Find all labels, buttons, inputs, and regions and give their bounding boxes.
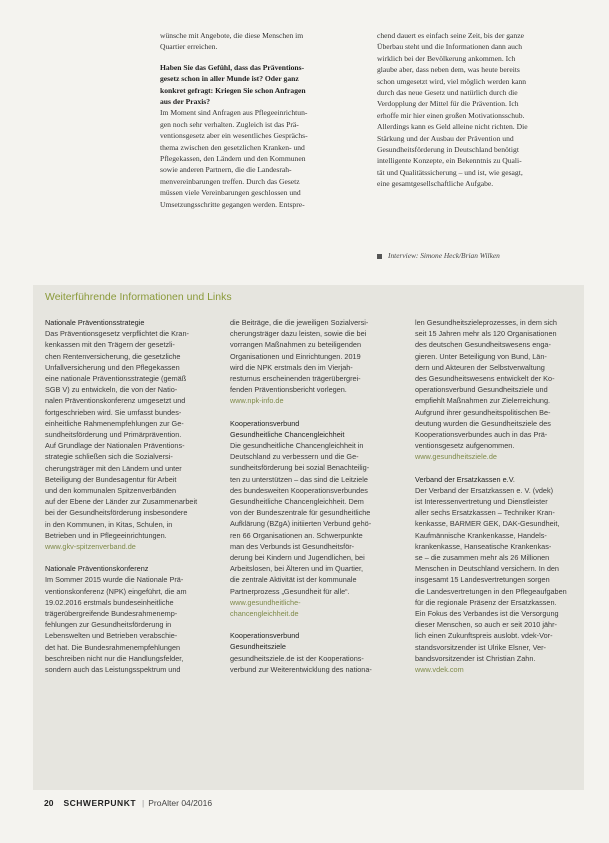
text-line: gesundheitsziele.de ist der Kooperations- [230, 653, 364, 663]
page-footer [44, 798, 212, 808]
info-column-1 [45, 317, 225, 675]
text-line: sundheitsförderung bei sozial Benachteilig- [230, 463, 370, 473]
text-line: kenkassen mit den Trägern der gesetzli- [45, 340, 175, 350]
text-line: und den kommunalen Spitzenverbänden [45, 486, 177, 496]
text-line: eine gesamtgesellschaftliche Aufgabe. [377, 179, 494, 189]
interview-question: konkret gefragt: Kriegen Sie schon Anfragen [160, 85, 306, 95]
text-line: des bundesweiten Kooperationsverbundes [230, 485, 368, 495]
text-line: auf der Ebene der Länder zur Zusammenarbeit [45, 497, 198, 507]
text-line: SGB V) zu entwickeln, die von der Natio- [45, 385, 178, 395]
text-line: empfiehlt Maßnahmen zur Zielerreichung. [415, 396, 551, 406]
magazine-issue: ProAlter 04/2016 [148, 798, 213, 808]
interview-column-right [377, 30, 582, 190]
text-line: derung bei Kindern und Jugendlichen, bei [230, 553, 365, 563]
text-line: ren 66 Organisationen an. Schwerpunkte [230, 530, 363, 540]
text-line: Aufgrund ihrer gesundheitspolitischen Be- [415, 407, 551, 417]
text-line: standsvorsitzender ist Ulrike Elsner, Ver- [415, 642, 546, 652]
text-line: Im Sommer 2015 wurde die Nationale Prä- [45, 575, 184, 585]
text-line: ist Interessenvertretung und Dienstleister [415, 497, 548, 507]
square-bullet-icon [377, 254, 382, 259]
text-line: menvereinbarungen treffen. Durch das Gesetz [160, 176, 300, 186]
interview-column-left [160, 30, 370, 210]
text-line: Stärkung und der Ausbau der Prävention und [377, 133, 514, 143]
text-line: Überbau steht und die Informationen dann auch [377, 42, 523, 52]
text-line: die Landesvertretungen in den Pflegeaufgaben [415, 586, 567, 596]
text-line: für die regionale Präsenz der Ersatzkassen. [415, 597, 557, 607]
text-line: einheitliche Rahmenempfehlungen zur Ge- [45, 418, 184, 428]
text-line: seit 15 Jahren mehr als 120 Organisationen [415, 329, 557, 339]
section-heading: Gesundheitsziele [230, 642, 286, 652]
interview-credit [377, 251, 500, 260]
text-line: dieser Menschen, so auch er seit 2010 jähr- [415, 620, 557, 630]
page-number: 20 [44, 798, 54, 808]
text-line: intelligente Konzepte, ein Bekenntnis zu Quali- [377, 156, 522, 166]
text-line: aller sechs Ersatzkassen – Techniker Kran- [415, 508, 555, 518]
text-line: Ein Fokus des Verbandes ist die Versorgung [415, 609, 559, 619]
text-line: cherungsträger mit den Ländern und unter [45, 463, 182, 473]
text-line: chend dauert es einfach seine Zeit, bis der ganze [377, 31, 524, 40]
text-line: Quartier erreichen. [160, 42, 218, 52]
text-line: eine nationale Präventionsstrategie (gemäß [45, 374, 187, 384]
text-line: Umsetzungsschritte gegangen werden. Entspre- [160, 199, 305, 209]
text-line: strategie schließen sich die Sozialversi- [45, 452, 173, 462]
text-line: resturnus erscheinenden trägerübergrei- [230, 374, 361, 384]
text-line: Beteiligung der Bundesagentur für Arbeit [45, 474, 177, 484]
section-heading: Verband der Ersatzkassen e.V. [415, 474, 515, 484]
text-line: nalen Präventionskonferenz umgesetzt und [45, 396, 186, 406]
text-line: Lebenswelten und Betrieben verabschie- [45, 631, 178, 641]
text-line: beschreiben nicht nur die Handlungsfelder, [45, 653, 184, 663]
text-line: 19.02.2016 erstmals bundeseinheitliche [45, 597, 174, 607]
text-line: deutung wurden die Gesundheitsziele des [415, 418, 551, 428]
section-heading: Nationale Präventionsstrategie [45, 318, 145, 327]
text-line: operationsverbund Gesundheitsziele und [415, 385, 548, 395]
text-line: Gesundheitliche Chancengleichheit. Dem [230, 497, 364, 507]
info-column-3 [415, 317, 583, 675]
text-line: wünsche mit Angebote, die diese Menschen im [160, 31, 304, 40]
text-line: krankenkasse, Hanseatische Krankenkas- [415, 541, 552, 551]
text-line: wird die NPK erstmals den im Vierjah- [230, 362, 353, 372]
credit-text: Interview: Simone Heck/Brian Wilken [388, 251, 500, 260]
text-line: müssen viele Vereinbarungen geschlossen und [160, 188, 301, 198]
text-line: gieren. Unter Beteiligung von Bund, Län- [415, 351, 547, 361]
info-box [33, 285, 584, 790]
text-line: Arbeitslosen, bei Älteren und im Quartier, [230, 564, 364, 574]
text-line: Der Verband der Ersatzkassen e. V. (vdek) [415, 485, 554, 495]
text-line: bandsvorsitzender ist Christian Zahn. [415, 653, 536, 663]
text-line: schon umgesetzt wird, viel möglich werden kann [377, 76, 527, 86]
text-line: Kooperationsverbundes auch in das Prä- [415, 430, 548, 440]
text-line: verbund zur Weiterentwicklung des nationa- [230, 664, 372, 674]
text-line: fenden Präventionsbericht vorlegen. [230, 385, 347, 395]
text-line: Pflegekassen, den Ländern und den Kommunen [160, 154, 306, 164]
text-line: ten zu unterstützen – das sind die Leitziele [230, 474, 368, 484]
link-url[interactable]: www.vdek.com [415, 665, 464, 675]
text-line: ventionsgesetz aufgenommen. [415, 441, 515, 451]
text-line: bei der Gesundheitsförderung insbesondere [45, 508, 188, 518]
info-box-title: Weiterführende Informationen und Links [45, 291, 232, 303]
text-line: insgesamt 15 Landesvertretungen sorgen [415, 575, 550, 585]
text-line: Unfallversicherung und den Pflegekassen [45, 362, 180, 372]
text-line: fehlungen zur Gesundheitsförderung in [45, 620, 172, 630]
section-heading: Kooperationsverbund [230, 631, 300, 641]
text-line: des Gesundheitswesens entwickelt der Ko- [415, 374, 555, 384]
text-line: Deutschland zu verbessern und die Ge- [230, 452, 359, 462]
text-line: tät und Qualitätssicherung – und ist, wie gesagt, [377, 167, 523, 177]
text-line: ventionsgesetz aber ein wesentliches Gesprächs- [160, 131, 308, 141]
interview-question: aus der Praxis? [160, 97, 211, 107]
text-line: Organisationen und Einrichtungen. 2019 [230, 351, 361, 361]
text-line: Aufklärung (BZgA) initiierten Verbund gehö- [230, 519, 372, 529]
text-line: des deutschen Gesundheitswesens enga- [415, 340, 551, 350]
text-line: trägerübergreifende Bundesrahmenemp- [45, 609, 178, 619]
text-line: die zentrale Aktivität ist der kommunale [230, 575, 357, 585]
link-url[interactable]: www.gesundheitsziele.de [415, 452, 497, 462]
text-line: sowie anderen Partnern, die die Landesrah- [160, 165, 292, 175]
link-url[interactable]: www.gkv-spitzenverband.de [45, 542, 136, 552]
text-line: gen noch sehr verhalten. Zugleich ist das Prä- [160, 119, 299, 129]
text-line: die Beiträge, die die jeweiligen Sozialversi- [230, 318, 369, 327]
text-line: Verdopplung der Mittel für die Prävention. Ich [377, 99, 519, 109]
interview-question: Haben Sie das Gefühl, dass das Präventions- [160, 62, 305, 72]
text-line: Menschen in Deutschland versichern. In den [415, 564, 559, 574]
text-line: chen Rentenversicherung, die gesetzliche [45, 351, 181, 361]
text-line: vorrangen Maßnahmen zu beteiligenden [230, 340, 362, 350]
text-line: Das Präventionsgesetz verpflichtet die Kran- [45, 329, 189, 339]
text-line: Partnerprozess „Gesundheit für alle“. [230, 586, 350, 596]
section-name: SCHWERPUNKT [63, 798, 137, 808]
text-line: len Gesundheitszieleprozesses, in dem sich [415, 318, 557, 327]
section-heading: Gesundheitliche Chancengleichheit [230, 429, 345, 439]
text-line: Im Moment sind Anfragen aus Pflegeeinrichtun- [160, 108, 308, 118]
text-line: Die gesundheitliche Chancengleichheit in [230, 441, 364, 451]
text-line: Auf Grundlage der Nationalen Präventions- [45, 441, 185, 451]
text-line: von der Bundeszentrale für gesundheitliche [230, 508, 371, 518]
footer-separator: | [142, 798, 145, 808]
text-line: in den Kommunen, in Kitas, Schulen, in [45, 519, 173, 529]
link-url[interactable]: www.gesundheitliche- [230, 597, 301, 607]
text-line: dern und Akteuren der Selbstverwaltung [415, 362, 545, 372]
text-line: det hat. Die Bundesrahmenempfehlungen [45, 642, 181, 652]
text-line: sondern auch das Leistungsspektrum und [45, 665, 181, 675]
text-line: glaube aber, dass neben dem, was heute bereits [377, 65, 520, 75]
text-line: kenkasse, BARMER GEK, DAK-Gesundheit, [415, 519, 560, 529]
section-heading: Kooperationsverbund [230, 418, 300, 428]
text-line: lich einen Zukunftspreis auslobt. vdek-Vor- [415, 631, 553, 641]
link-url[interactable]: chancengleichheit.de [230, 609, 299, 619]
text-line: cherungsträger dazu leisten, sowie die bei [230, 329, 367, 339]
link-url[interactable]: www.npk-info.de [230, 396, 284, 406]
text-line: wirklich bei der Bevölkerung ankommen. Ich [377, 53, 516, 63]
text-line: erhoffe mir hier einen großen Motivationsschub. [377, 110, 525, 120]
text-line: fortgeschrieben wird. Sie umfasst bundes- [45, 407, 182, 417]
text-line: man des Verbunds ist Gesundheitsför- [230, 541, 355, 551]
text-line: Gesundheitsförderung in Deutschland benötigt [377, 145, 519, 155]
text-line: Betrieben und in Pflegeeinrichtungen. [45, 530, 167, 540]
text-line: durch das neue Gesetz und natürlich durch die [377, 88, 518, 98]
interview-question: gesetz schon in aller Munde ist? Oder ganz [160, 74, 299, 84]
text-line: sundheitsförderung und Primärprävention. [45, 430, 182, 440]
text-line: ventionskonferenz (NPK) eingeführt, die am [45, 586, 187, 596]
text-line: se – die zusammen mehr als 26 Millionen [415, 553, 550, 563]
text-line: Allerdings kann es Geld alleine nicht richten. Die [377, 122, 528, 132]
text-line: Kaufmännische Krankenkasse, Handels- [415, 530, 547, 540]
section-heading: Nationale Präventionskonferenz [45, 564, 149, 574]
text-line: thema zwischen den gesetzlichen Kranken- und [160, 142, 305, 152]
info-column-2 [230, 317, 410, 675]
